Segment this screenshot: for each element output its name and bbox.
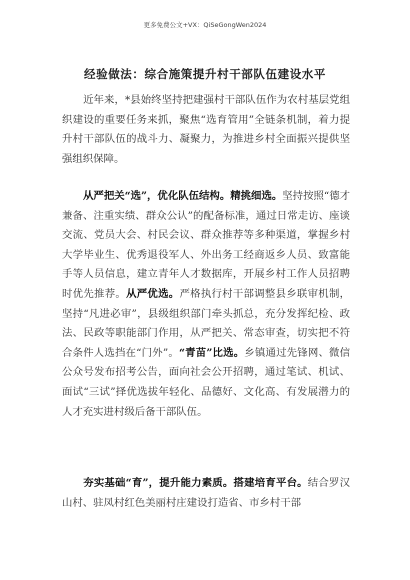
- section-heading-selection: 从严把关“选”，优化队伍结构。精挑细选。: [83, 190, 283, 202]
- document-title: 经验做法：综合施策提升村干部队伍建设水平: [84, 67, 326, 81]
- paragraph-text: 严格执行村干部调整县乡联审机制，坚持“凡进必审”，县级组织部门牵头抓总，充分发挥纪检、政法、民政等职能部门作用，从严把关、常态审查，切实把不符合条件人选挡在“门外”。: [62, 287, 351, 359]
- paragraph-selection: [62, 187, 350, 422]
- paragraph-text: 坚持按照“德才兼备、注重实绩、群众公认”的配备标准，通过日常走访、座谈交流、党员大会、村民会议、群众推荐等多种渠道，掌握乡村大学毕业生、优秀退役军人、外出务工经商返乡人员、致富能手等人员信息，建立青年人才数据库，开展乡村工作人员招聘时优先推荐。: [62, 190, 351, 300]
- subheading-strict-selection: 从严优选。: [126, 287, 180, 300]
- paragraph-text: 乡镇通过先锋网、微信公众号发布招考公告，面向社会公开招聘，通过笔试、机试、面试“三试”择优选拔年轻化、品德好、文化高、有发展潜力的人才充实进村级后备干部队伍。: [62, 346, 351, 418]
- paragraph-text: 近年来，*县始终坚持把建强村干部队伍作为农村基层党组织建设的重要任务来抓，聚焦“选育管用”全链条机制，着力提升村干部队伍的战斗力、凝聚力，为推进乡村全面振兴提供坚强组织保障。: [62, 94, 350, 165]
- header-note: 更多免费公文+VX：QiSeGongWen2024: [143, 21, 267, 29]
- paragraph-intro: [62, 91, 350, 169]
- section-heading-cultivation: 夯实基础“育”，提升能力素质。搭建培育平台。: [83, 477, 308, 489]
- paragraph-cultivation: [62, 474, 350, 513]
- paragraph-text: 结合罗汉山村、驻凤村红色美丽村庄建设打造省、市乡村干部: [62, 477, 350, 509]
- subheading-seedling-selection: “青苗”比选。: [178, 346, 245, 359]
